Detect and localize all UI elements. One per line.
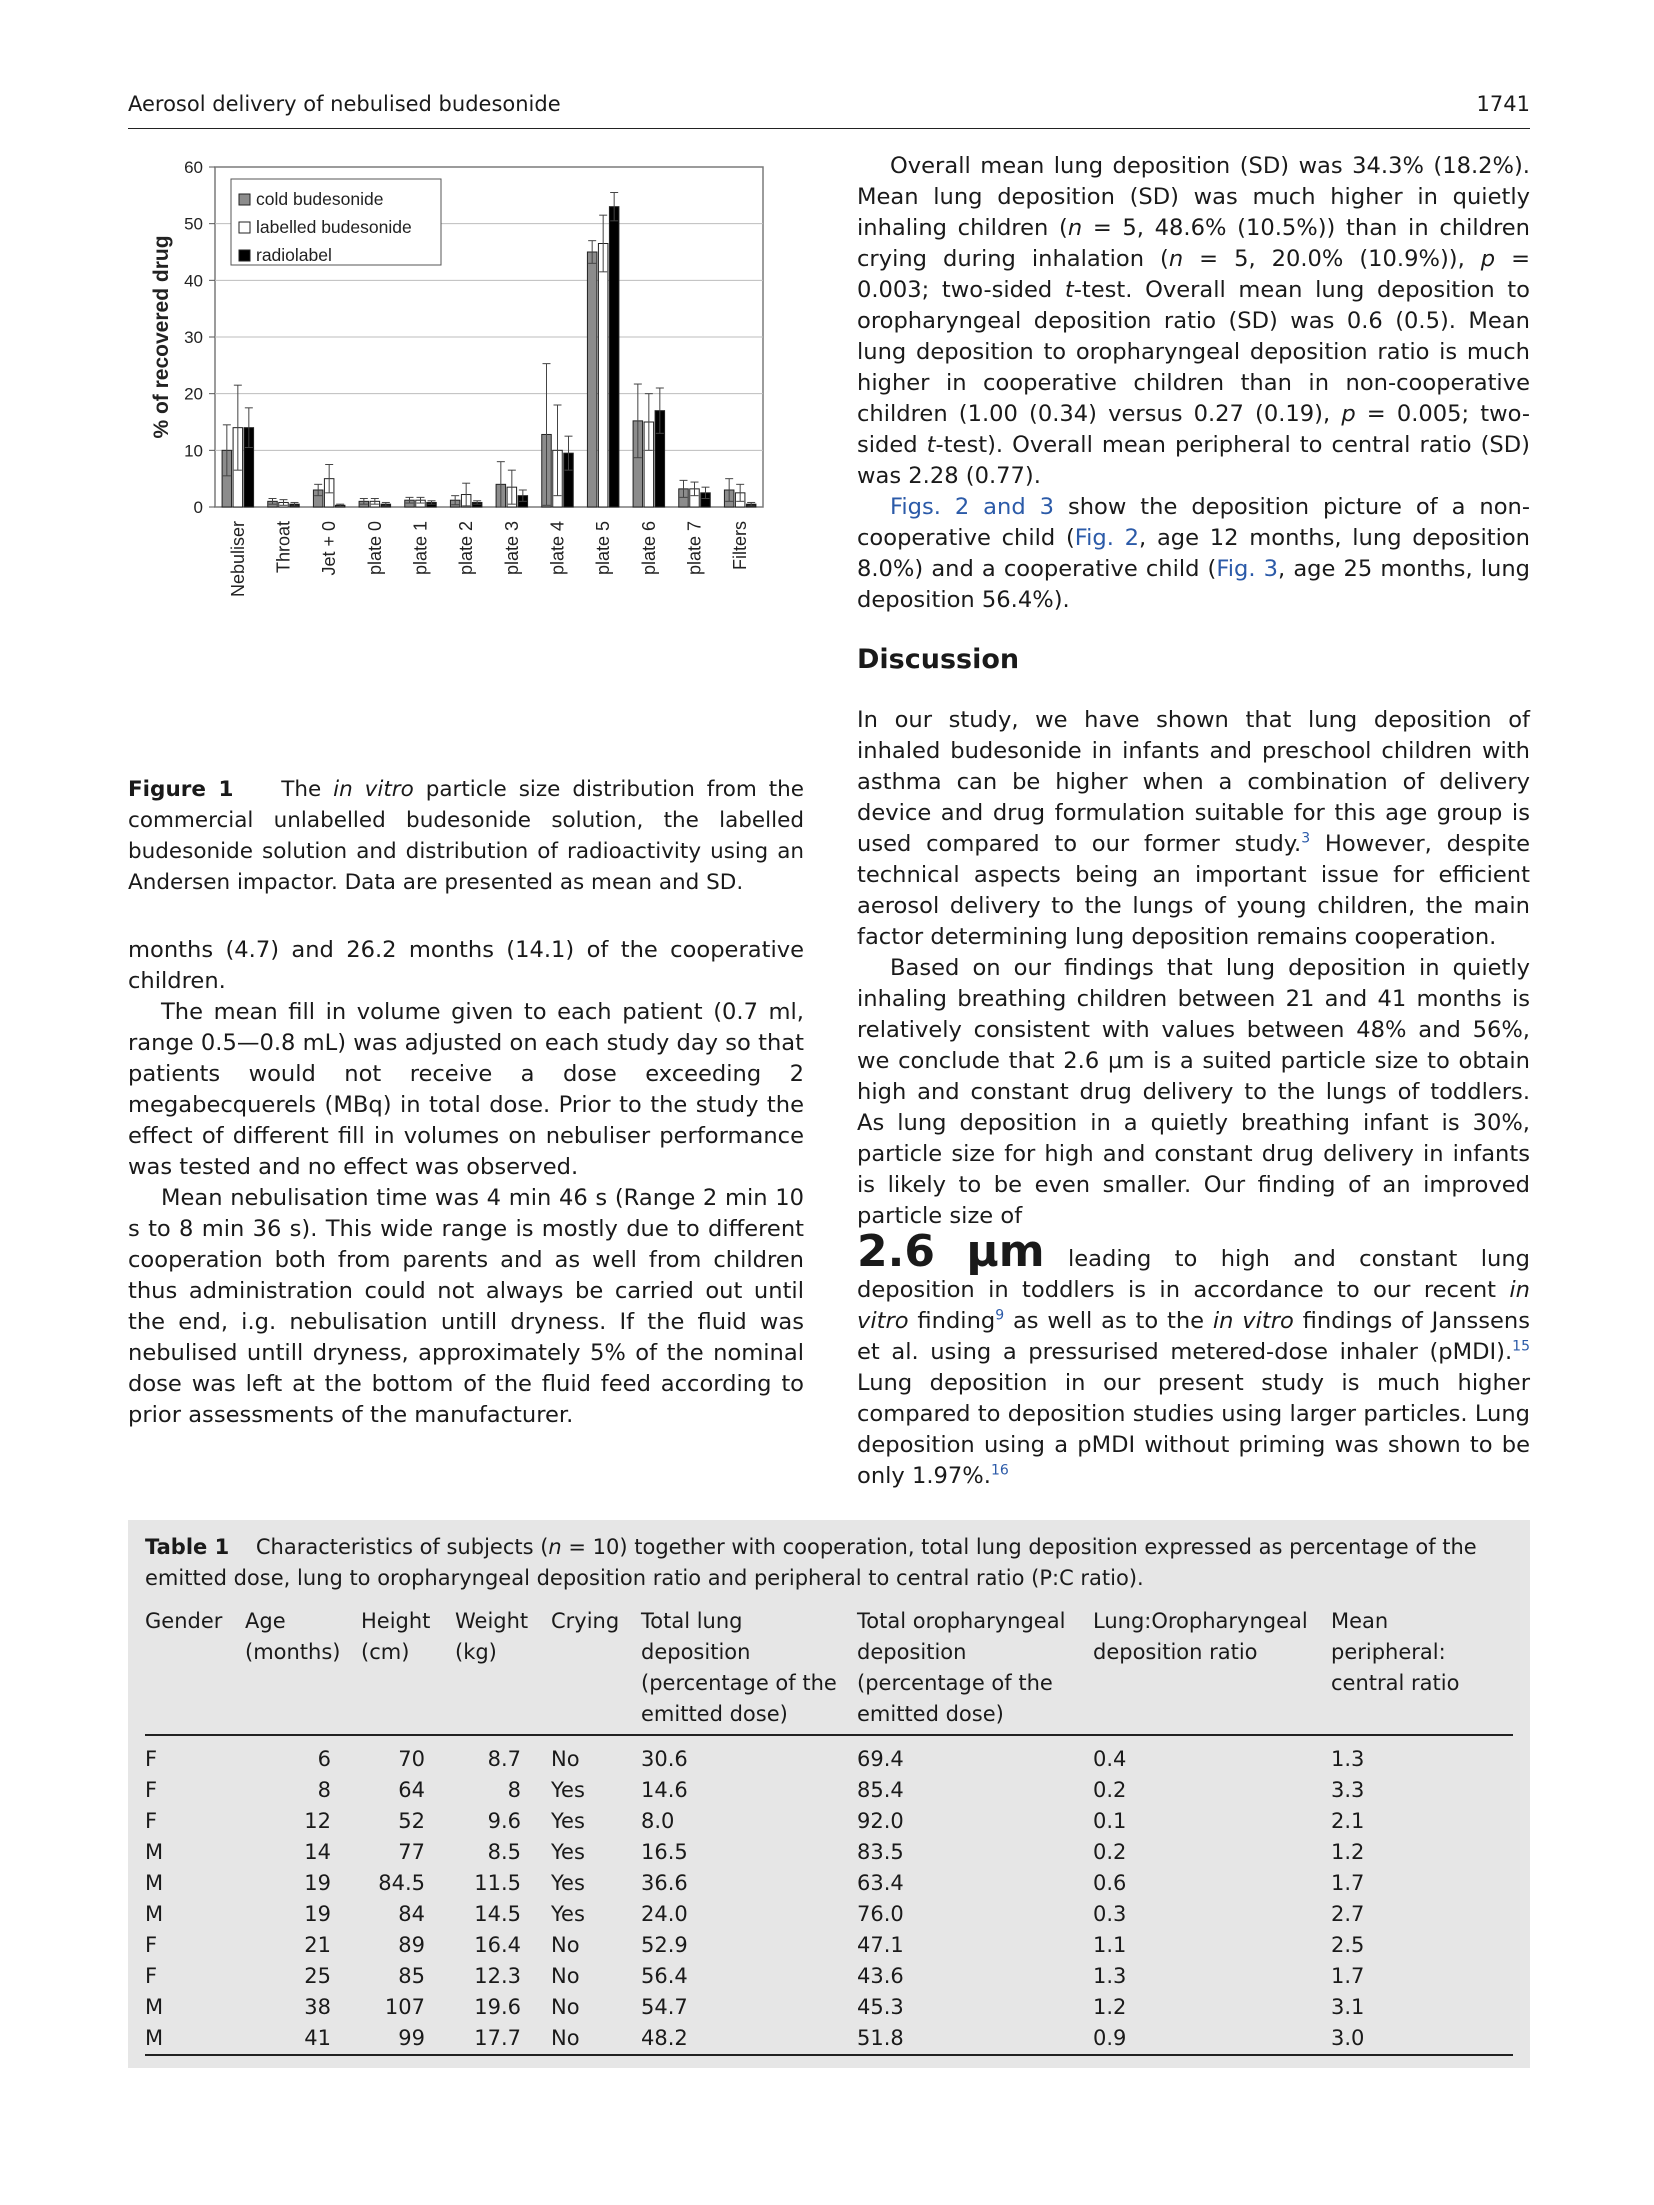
table-cell: 3.0 [1331, 2026, 1365, 2050]
text-run: show the deposition picture of a non-cooperative child ( [857, 494, 1530, 551]
table-cell: 1.7 [1331, 1964, 1365, 1988]
text-run: In our study, we have shown that lung deposition of inhaled budesonide in infants and preschool children with asthma can be higher when a combination of delivery device and drug formulation suitable for this age group is used compared to our former study. [857, 707, 1530, 857]
table-cell: M [145, 1871, 164, 1895]
table-cell: 2.1 [1331, 1809, 1365, 1833]
table-cell: 41 [304, 2026, 331, 2050]
table-cell: 0.4 [1093, 1747, 1127, 1771]
particle-size-emphasis: 2.6 µm [857, 1226, 1045, 1277]
x-tick-label: Throat [273, 521, 294, 574]
table-cell: 77 [398, 1840, 425, 1864]
col-header: Total oropharyngeal deposition (percentage of the emitted dose) [857, 1609, 1066, 1726]
table-cell: Yes [551, 1902, 585, 1926]
table-cell: 69.4 [857, 1747, 904, 1771]
table-row [145, 1899, 1513, 1930]
table-cell: 0.2 [1093, 1840, 1127, 1864]
col-header: Mean peripheral: central ratio [1331, 1609, 1460, 1695]
x-tick-label: plate 7 [684, 521, 705, 576]
table-cell: 64 [398, 1778, 425, 1802]
table-cell: No [551, 1964, 580, 1988]
table-header-row [145, 1606, 1513, 1735]
text-run: = 0.003; two-sided [857, 246, 1531, 303]
table-caption [145, 1532, 1513, 1594]
running-head [128, 92, 1530, 129]
table-cell: 9.6 [487, 1809, 521, 1833]
table-cell: 14.5 [474, 1902, 521, 1926]
table-cell: 14.6 [641, 1778, 688, 1802]
paragraph [857, 953, 1530, 1492]
x-tick-label: plate 0 [364, 521, 385, 576]
bar-cold-budesonide [587, 252, 597, 507]
table-cell: F [145, 1747, 158, 1771]
y-tick-label: 30 [184, 328, 203, 347]
italic-n: n [1168, 246, 1184, 272]
table-cell: 8.0 [641, 1809, 675, 1833]
table-cell: F [145, 1964, 158, 1988]
x-tick-label: Nebuliser [227, 521, 248, 598]
x-tick-label: plate 5 [593, 521, 614, 576]
italic-p: p [1341, 401, 1356, 427]
table-cell: 19 [304, 1871, 331, 1895]
table-cell: 19 [304, 1902, 331, 1926]
table-row [145, 1837, 1513, 1868]
col-header: Height (cm) [361, 1609, 431, 1664]
table-cell: 92.0 [857, 1809, 904, 1833]
text-run: , age 12 months, lung deposition 8.0%) and a cooperative child ( [857, 525, 1530, 582]
legend-label: labelled budesonide [256, 217, 412, 237]
table-cell: 2.5 [1331, 1933, 1365, 1957]
table-cell: 16.4 [474, 1933, 521, 1957]
paragraph: months (4.7) and 26.2 months (14.1) of the cooperative children. [128, 937, 804, 994]
table-cell: 12.3 [474, 1964, 521, 1988]
italic-p: p [1480, 246, 1496, 272]
figs-2-3-link[interactable]: Figs. 2 and 3 [890, 494, 1055, 520]
table-cell: 1.7 [1331, 1871, 1365, 1895]
y-tick-label: 40 [184, 271, 203, 291]
table-cell: 24.0 [641, 1902, 688, 1926]
text-run: Characteristics of subjects ( [255, 1535, 549, 1559]
figure-label: Figure 1 [128, 777, 234, 802]
paragraph: The mean fill in volume given to each patient (0.7 ml, range 0.5—0.8 mL) was adjusted on each study day so that patients would not receive a dose exceeding 2 megabecquerels (MBq) in total dose. Prior to the study the effect of different fill in volumes on nebuliser performance was tested and no effect was observed. [128, 999, 804, 1180]
table-row [145, 1930, 1513, 1961]
legend-swatch [239, 222, 250, 233]
x-tick-label: plate 6 [638, 521, 659, 576]
table-cell: 0.6 [1093, 1871, 1127, 1895]
fig-2-link[interactable]: Fig. 2 [1074, 525, 1140, 551]
data-table [145, 1606, 1513, 2056]
table-cell: 99 [398, 2026, 425, 2050]
text-run: = 5, 48.6% (10.5%)) than in children crying during inhalation ( [857, 215, 1530, 272]
table-cell: 3.3 [1331, 1778, 1365, 1802]
table-cell: 0.9 [1093, 2026, 1127, 2050]
table-cell: 36.6 [641, 1871, 688, 1895]
table-cell: 14 [304, 1840, 331, 1864]
legend-swatch [239, 250, 250, 261]
table-cell: No [551, 1933, 580, 1957]
text-run: However, despite technical aspects being an important issue for efficient aerosol delivery to the lungs of young children, the main factor determining lung deposition remains cooperation. [857, 831, 1530, 950]
table-cell: 52.9 [641, 1933, 688, 1957]
table-cell: 45.3 [857, 1995, 904, 2019]
table-cell: 1.1 [1093, 1933, 1127, 1957]
table-row [145, 1961, 1513, 1992]
legend-label: radiolabel [256, 245, 332, 265]
table-cell: 17.7 [474, 2026, 521, 2050]
ref-9-link[interactable]: 9 [995, 1307, 1005, 1324]
table-row [145, 1992, 1513, 2023]
x-tick-label: Filters [730, 521, 751, 570]
table-cell: Yes [551, 1840, 585, 1864]
y-tick-label: 60 [184, 158, 203, 177]
col-header: Weight (kg) [455, 1609, 529, 1664]
bar-radiolabel [609, 207, 619, 507]
col-header: Lung:Oropharyngeal deposition ratio [1093, 1609, 1308, 1664]
italic-n: n [1067, 215, 1083, 241]
italic-t: t [1064, 277, 1074, 303]
page-number: 1741 [1476, 92, 1530, 116]
table-cell: 0.1 [1093, 1809, 1127, 1833]
table-cell: No [551, 1995, 580, 2019]
table-cell: 3.1 [1331, 1995, 1365, 2019]
table-cell: 43.6 [857, 1964, 904, 1988]
table-cell: F [145, 1809, 158, 1833]
x-tick-label: plate 2 [456, 521, 477, 576]
text-run: Overall mean lung deposition (SD) was 34.3% (18.2%). Mean lung deposition (SD) was much higher in quietly inhaling children ( [857, 153, 1530, 241]
paragraph: Mean nebulisation time was 4 min 46 s (Range 2 min 10 s to 8 min 36 s). This wide range is mostly due to different cooperation both from parents and as well from children thus administration could not always be carried out until the end, i.g. nebulisation untill dryness. If the fluid was nebulised untill dryness, approximately 5% of the nominal dose was left at the bottom of the fluid feed according to prior assessments of the manufacturer. [128, 1185, 804, 1428]
right-column [857, 151, 1530, 1492]
italic-t: t [926, 432, 936, 458]
table-cell: 54.7 [641, 1995, 688, 2019]
table-cell: 8 [317, 1778, 331, 1802]
table-cell: 12 [304, 1809, 331, 1833]
table-cell: 63.4 [857, 1871, 904, 1895]
table-cell: Yes [551, 1778, 585, 1802]
table-cell: No [551, 1747, 580, 1771]
table-cell: 89 [398, 1933, 425, 1957]
figure-1-chart [128, 150, 804, 760]
table-cell: 2.7 [1331, 1902, 1365, 1926]
table-cell: 107 [384, 1995, 425, 2019]
discussion-heading: Discussion [857, 644, 1020, 675]
table-cell: 6 [317, 1747, 331, 1771]
table-cell: 52 [398, 1809, 425, 1833]
paragraph [857, 151, 1530, 492]
figure-caption-text-2: particle size distribution from the commercial unlabelled budesonide solution, the labelled budesonide solution and distribution of radioactivity using an Andersen impactor. Data are presented as mean and SD. [128, 777, 805, 895]
table-cell: 25 [304, 1964, 331, 1988]
ref-15-link[interactable]: 15 [1512, 1338, 1530, 1355]
table-cell: 21 [304, 1933, 331, 1957]
table-cell: 76.0 [857, 1902, 904, 1926]
table-cell: 84 [398, 1902, 425, 1926]
table-cell: 85.4 [857, 1778, 904, 1802]
table-row [145, 1868, 1513, 1899]
left-column [128, 935, 804, 1431]
ref-16-link[interactable]: 16 [990, 1462, 1009, 1479]
table-cell: 1.2 [1331, 1840, 1365, 1864]
text-run: as well as to the [1004, 1308, 1213, 1334]
table-1 [128, 1520, 1530, 2068]
y-tick-label: 10 [184, 441, 203, 461]
text-run: -test). Overall mean peripheral to central ratio (SD) was 2.28 (0.77). [857, 432, 1530, 489]
table-cell: 0.2 [1093, 1778, 1127, 1802]
table-cell: M [145, 1840, 164, 1864]
col-header: Gender [145, 1609, 223, 1633]
y-tick-label: 20 [184, 384, 203, 404]
table-cell: 30.6 [641, 1747, 688, 1771]
table-cell: 83.5 [857, 1840, 904, 1864]
table-row [145, 1775, 1513, 1806]
table-cell: Yes [551, 1871, 585, 1895]
col-header: Age (months) [245, 1609, 341, 1664]
table-cell: 8.7 [487, 1747, 521, 1771]
table-cell: 19.6 [474, 1995, 521, 2019]
text-run: Lung deposition in our present study is much higher compared to deposition studies using larger particles. Lung deposition using a pMDI without priming was shown to be only 1.97%. [857, 1370, 1530, 1489]
table-cell: 51.8 [857, 2026, 904, 2050]
figure-caption [128, 774, 804, 898]
figure-caption-italic: in vitro [333, 777, 414, 802]
table-cell: M [145, 1902, 164, 1926]
running-title: Aerosol delivery of nebulised budesonide [128, 92, 561, 116]
text-run: findings of Janssens et al. using a pressurised metered-dose inhaler (pMDI). [857, 1308, 1530, 1365]
table-cell: 1.3 [1331, 1747, 1365, 1771]
table-cell: Yes [551, 1809, 585, 1833]
y-tick-label: 50 [184, 214, 203, 234]
text-run: = 0.005; two-sided [857, 401, 1530, 458]
fig-3-link[interactable]: Fig. 3 [1216, 556, 1279, 582]
text-run: , age 25 months, lung deposition 56.4%). [857, 556, 1530, 613]
y-axis-label: % of recovered drug [150, 235, 173, 439]
table-cell: M [145, 2026, 164, 2050]
figure-caption-text-1: The [281, 777, 334, 802]
table-cell: 38 [304, 1995, 331, 2019]
table-cell: 70 [398, 1747, 425, 1771]
x-tick-label: Jet + 0 [319, 521, 340, 576]
table-cell: F [145, 1778, 158, 1802]
table-row [145, 1735, 1513, 1775]
table-cell: 1.3 [1093, 1964, 1127, 1988]
table-cell: M [145, 1995, 164, 2019]
y-tick-label: 0 [193, 498, 203, 517]
italic-in-vitro: in vitro [857, 1277, 1530, 1334]
italic-in-vitro: in vitro [1212, 1308, 1294, 1334]
text-run: = 10) together with cooperation, total lung deposition expressed as percentage of the emitted dose, lung to oropharyngeal deposition ratio and peripheral to central ratio (P:C ratio). [145, 1535, 1477, 1590]
table-cell: 0.3 [1093, 1902, 1127, 1926]
text-run: = 5, 20.0% (10.9%)), [1183, 246, 1481, 272]
table-cell: No [551, 2026, 580, 2050]
legend-swatch [239, 194, 250, 205]
text-run: Based on our findings that lung deposition in quietly inhaling breathing children between 21 and 41 months is relatively consistent with values between 48% and 56%, we conclude that 2.6 µm is a suited particle size to obtain high and constant drug delivery to the lungs of toddlers. As lung deposition in a quietly breathing infant is 30%, particle size for high and constant drug delivery in infants is likely to be even smaller. Our finding of an improved particle size of [857, 955, 1530, 1229]
ref-3-link[interactable]: 3 [1301, 830, 1311, 847]
col-header: Crying [551, 1609, 620, 1633]
table-cell: 16.5 [641, 1840, 688, 1864]
bar-labelled-budesonide [598, 244, 608, 508]
table-row [145, 1806, 1513, 1837]
table-label: Table 1 [145, 1535, 230, 1559]
paragraph [857, 705, 1530, 953]
table-cell: 47.1 [857, 1933, 904, 1957]
paragraph [857, 492, 1530, 616]
table-cell: 48.2 [641, 2026, 688, 2050]
x-tick-label: plate 4 [547, 521, 568, 576]
table-cell: 56.4 [641, 1964, 688, 1988]
x-tick-label: plate 3 [501, 521, 522, 576]
legend-label: cold budesonide [256, 189, 384, 209]
table-cell: 11.5 [474, 1871, 521, 1895]
text-run: -test. Overall mean lung deposition to oropharyngeal deposition ratio (SD) was 0.6 (0.5). Mean lung deposition to oropharyngeal deposition ratio is much higher in cooperative children than in non-cooperative children (1.00 (0.34) versus 0.27 (0.19), [857, 277, 1530, 427]
table-cell: 1.2 [1093, 1995, 1127, 2019]
table-cell: 84.5 [378, 1871, 425, 1895]
col-header: Total lung deposition (percentage of the emitted dose) [641, 1609, 837, 1726]
table-cell: 8 [507, 1778, 521, 1802]
x-tick-label: plate 1 [410, 521, 431, 576]
text-run: finding [908, 1308, 996, 1334]
table-cell: 85 [398, 1964, 425, 1988]
table-row [145, 2023, 1513, 2055]
table-cell: F [145, 1933, 158, 1957]
italic-n: n [548, 1535, 562, 1559]
text-run: leading to high and constant lung deposition in toddlers is in accordance to our recent [857, 1246, 1530, 1303]
table-cell: 8.5 [487, 1840, 521, 1864]
